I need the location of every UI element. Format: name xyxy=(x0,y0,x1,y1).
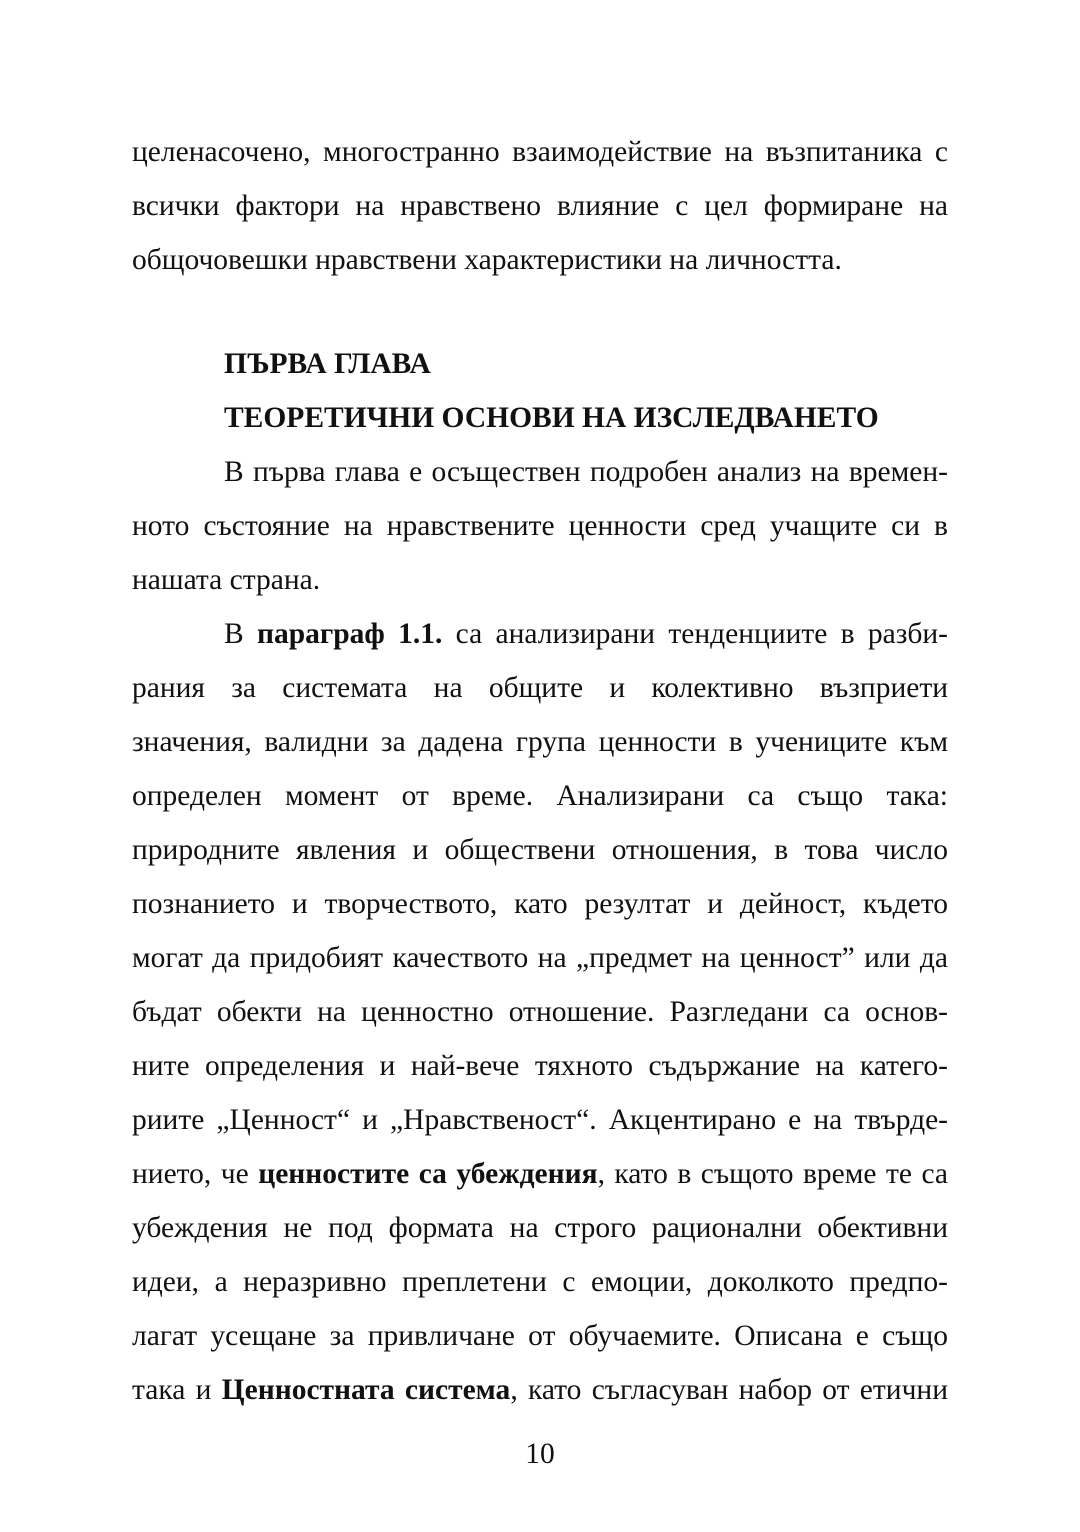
paragraph2-line-7: могат да придобият качеството на „предмет на ценност” или да xyxy=(132,942,948,974)
text-run: нието, че xyxy=(132,1158,259,1190)
page-number: 10 xyxy=(525,1438,555,1470)
intro-line-2: всички фактори на нравствено влияние с цел формиране на xyxy=(132,190,948,222)
bold-term-paragraph: параграф 1.1. xyxy=(256,618,443,650)
paragraph2-line-8: бъдат обекти на ценностно отношение. Разгледани са основ- xyxy=(132,996,948,1028)
text-run: така и xyxy=(132,1374,222,1406)
paragraph2-line-13: идеи, а неразривно преплетени с емоции, доколкото предпо- xyxy=(132,1266,948,1298)
paragraph1-line-3: нашата страна. xyxy=(132,564,321,596)
text-run: , като в същото време те са xyxy=(597,1158,948,1190)
paragraph2-line-9: ните определения и най-вече тяхното съдържание на катего- xyxy=(132,1050,948,1082)
paragraph2-line-6: познанието и творчеството, като резултат и дейност, където xyxy=(132,888,948,920)
paragraph1-line-1: В първа глава е осъществен подробен анализ на времен- xyxy=(224,456,948,488)
paragraph2-line-3: значения, валидни за дадена група ценности в учениците към xyxy=(132,726,948,758)
paragraph2-line-10: риите „Ценност“ и „Нравственост“. Акцентирано е на твърде- xyxy=(132,1104,948,1136)
bold-term-value-system: Ценностната система xyxy=(221,1374,511,1406)
text-run: , като съгласуван набор от етични xyxy=(510,1374,948,1406)
intro-line-3: общочовешки нравствени характеристики на личността. xyxy=(132,244,842,276)
chapter-title: ТЕОРЕТИЧНИ ОСНОВИ НА ИЗСЛЕДВАНЕТО xyxy=(224,402,879,434)
paragraph2-line-4: определен момент от време. Анализирани са също така: xyxy=(132,780,948,812)
paragraph2-line-1 xyxy=(224,616,948,652)
paragraph2-line-2: рания за системата на общите и колективно възприети xyxy=(132,672,948,704)
paragraph1-line-2: ното състояние на нравствените ценности сред учащите си в xyxy=(132,510,948,542)
paragraph2-line-11 xyxy=(132,1156,948,1192)
paragraph2-line-15 xyxy=(132,1372,948,1408)
paragraph2-line-5: природните явления и обществени отношения, в това число xyxy=(132,834,948,866)
bold-term-values-are-beliefs: ценностите са убеждения xyxy=(258,1158,598,1190)
paragraph2-line-14: лагат усещане за привличане от обучаемите. Описана е също xyxy=(132,1320,948,1352)
chapter-label: ПЪРВА ГЛАВА xyxy=(224,348,431,380)
intro-line-1: целенасочено, многостранно взаимодействие на възпитаника с xyxy=(132,136,948,168)
text-run: са анализирани тенденциите в разби- xyxy=(442,618,948,650)
paragraph2-line-12: убеждения не под формата на строго рационални обективни xyxy=(132,1212,948,1244)
text-run: В xyxy=(224,618,257,650)
